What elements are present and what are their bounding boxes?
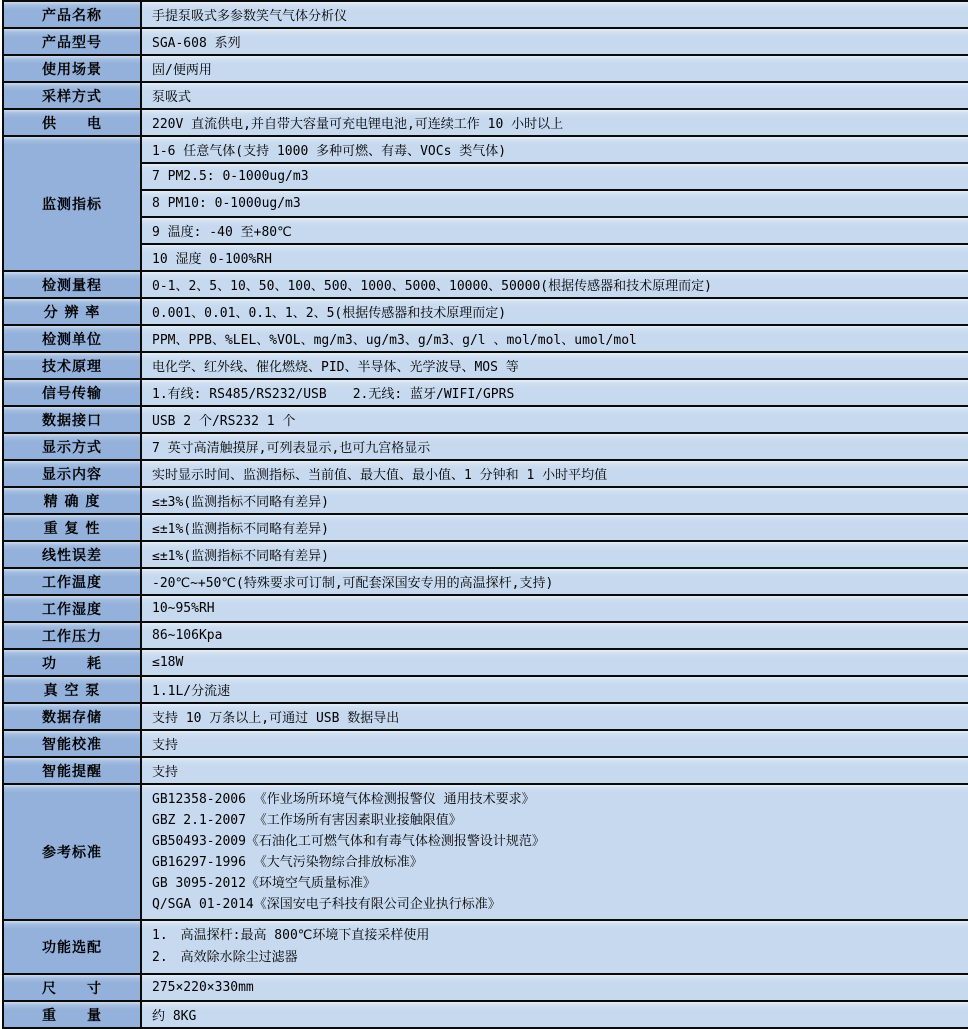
spec-label-range: 检测量程 [3,271,141,298]
table-row [3,190,968,217]
spec-label-accuracy: 精 确 度 [3,487,141,514]
table-row [3,730,968,757]
table-row [3,649,968,676]
spec-label-units: 检测单位 [3,325,141,352]
spec-value-linearity: ≤±1%(监测指标不同略有差异) [141,541,968,568]
spec-value-display-content: 实时显示时间、监测指标、当前值、最大值、最小值、1 分钟和 1 小时平均值 [141,460,968,487]
spec-value-accuracy: ≤±3%(监测指标不同略有差异) [141,487,968,514]
spec-value-power-consumption: ≤18W [141,649,968,676]
table-row [3,487,968,514]
table-row [3,82,968,109]
spec-label-display-content: 显示内容 [3,460,141,487]
spec-value-smart-calibration: 支持 [141,730,968,757]
table-row [3,433,968,460]
spec-label-data-storage: 数据存储 [3,703,141,730]
spec-label-work-pressure: 工作压力 [3,622,141,649]
table-row [3,136,968,163]
spec-value-data-interface: USB 2 个/RS232 1 个 [141,406,968,433]
spec-label-power: 供 电 [3,109,141,136]
spec-value-units: PPM、PPB、%LEL、%VOL、mg/m3、ug/m3、g/m3、g/l 、mol/mol、umol/mol [141,325,968,352]
spec-value-weight: 约 8KG [141,1001,968,1028]
spec-value-repeatability: ≤±1%(监测指标不同略有差异) [141,514,968,541]
table-row [3,541,968,568]
spec-value-model: SGA-608 系列 [141,28,968,55]
table-row [3,514,968,541]
spec-value-dimensions: 275×220×330mm [141,974,968,1001]
spec-label-power-consumption: 功 耗 [3,649,141,676]
spec-label-dimensions: 尺 寸 [3,974,141,1001]
spec-label-display-mode: 显示方式 [3,433,141,460]
table-row [3,379,968,406]
product-spec-table [2,0,968,1029]
spec-label-optional-features: 功能选配 [3,920,141,974]
spec-value-reference-standards [141,784,968,920]
reference-standard-line: GB12358-2006 《作业场所环境气体检测报警仪 通用技术要求》 [152,792,535,807]
spec-label-sampling: 采样方式 [3,82,141,109]
spec-label-work-temp: 工作温度 [3,568,141,595]
table-row [3,568,968,595]
table-row [3,244,968,271]
spec-value-power: 220V 直流供电,并自带大容量可充电锂电池,可连续工作 10 小时以上 [141,109,968,136]
spec-label-smart-calibration: 智能校准 [3,730,141,757]
spec-label-repeatability: 重 复 性 [3,514,141,541]
reference-standard-line: GBZ 2.1-2007 《工作场所有害因素职业接触限值》 [152,813,462,828]
optional-feature-line: 2. 高效除水除尘过滤器 [152,950,298,965]
spec-value-resolution: 0.001、0.01、0.1、1、2、5(根据传感器和技术原理而定) [141,298,968,325]
spec-value-monitor-indicator-4: 9 温度: -40 至+80℃ [141,217,968,244]
reference-standard-line: GB50493-2009《石油化工可燃气体和有毒气体检测报警设计规范》 [152,834,545,849]
spec-value-range: 0-1、2、5、10、50、100、500、1000、5000、10000、50000(根据传感器和技术原理而定) [141,271,968,298]
spec-label-smart-reminder: 智能提醒 [3,757,141,784]
spec-value-monitor-indicator-1: 1-6 任意气体(支持 1000 多种可燃、有毒、VOCs 类气体) [141,136,968,163]
spec-value-smart-reminder: 支持 [141,757,968,784]
optional-feature-line: 1. 高温探杆:最高 800℃环境下直接采样使用 [152,928,430,943]
spec-value-work-temp: -20℃~+50℃(特殊要求可订制,可配套深国安专用的高温探杆,支持) [141,568,968,595]
table-row [3,325,968,352]
table-row [3,784,968,920]
table-row [3,1001,968,1028]
table-row [3,595,968,622]
spec-value-monitor-indicator-2: 7 PM2.5: 0-1000ug/m3 [141,163,968,190]
table-row [3,703,968,730]
spec-value-principle: 电化学、红外线、催化燃烧、PID、半导体、光学波导、MOS 等 [141,352,968,379]
spec-value-signal: 1.有线: RS485/RS232/USB 2.无线: 蓝牙/WIFI/GPRS [141,379,968,406]
spec-label-monitor-indicators: 监测指标 [3,136,141,271]
spec-label-weight: 重 量 [3,1001,141,1028]
spec-label-product-name: 产品名称 [3,1,141,28]
table-row [3,757,968,784]
spec-value-usage-scene: 固/便两用 [141,55,968,82]
table-row [3,460,968,487]
spec-label-data-interface: 数据接口 [3,406,141,433]
table-row [3,676,968,703]
table-row [3,920,968,974]
spec-label-work-humidity: 工作湿度 [3,595,141,622]
spec-value-work-pressure: 86~106Kpa [141,622,968,649]
spec-label-resolution: 分 辨 率 [3,298,141,325]
spec-value-optional-features [141,920,968,974]
table-row [3,28,968,55]
table-row [3,1,968,28]
reference-standard-line: GB 3095-2012《环境空气质量标准》 [152,876,376,891]
table-row [3,163,968,190]
reference-standard-line: GB16297-1996 《大气污染物综合排放标准》 [152,855,423,870]
table-row [3,974,968,1001]
spec-label-usage-scene: 使用场景 [3,55,141,82]
table-row [3,298,968,325]
spec-label-signal: 信号传输 [3,379,141,406]
spec-label-vacuum-pump: 真 空 泵 [3,676,141,703]
table-row [3,622,968,649]
spec-label-reference-standards: 参考标准 [3,784,141,920]
spec-value-vacuum-pump: 1.1L/分流速 [141,676,968,703]
table-row [3,352,968,379]
spec-label-model: 产品型号 [3,28,141,55]
spec-value-work-humidity: 10~95%RH [141,595,968,622]
spec-value-sampling: 泵吸式 [141,82,968,109]
spec-label-linearity: 线性误差 [3,541,141,568]
reference-standard-line: Q/SGA 01-2014《深国安电子科技有限公司企业执行标准》 [152,897,501,912]
spec-value-monitor-indicator-3: 8 PM10: 0-1000ug/m3 [141,190,968,217]
spec-value-data-storage: 支持 10 万条以上,可通过 USB 数据导出 [141,703,968,730]
table-row [3,217,968,244]
table-row [3,55,968,82]
table-row [3,406,968,433]
spec-value-product-name: 手提泵吸式多参数笑气气体分析仪 [141,1,968,28]
spec-value-monitor-indicator-5: 10 湿度 0-100%RH [141,244,968,271]
spec-label-principle: 技术原理 [3,352,141,379]
table-row [3,109,968,136]
table-row [3,271,968,298]
spec-value-display-mode: 7 英寸高清触摸屏,可列表显示,也可九宫格显示 [141,433,968,460]
